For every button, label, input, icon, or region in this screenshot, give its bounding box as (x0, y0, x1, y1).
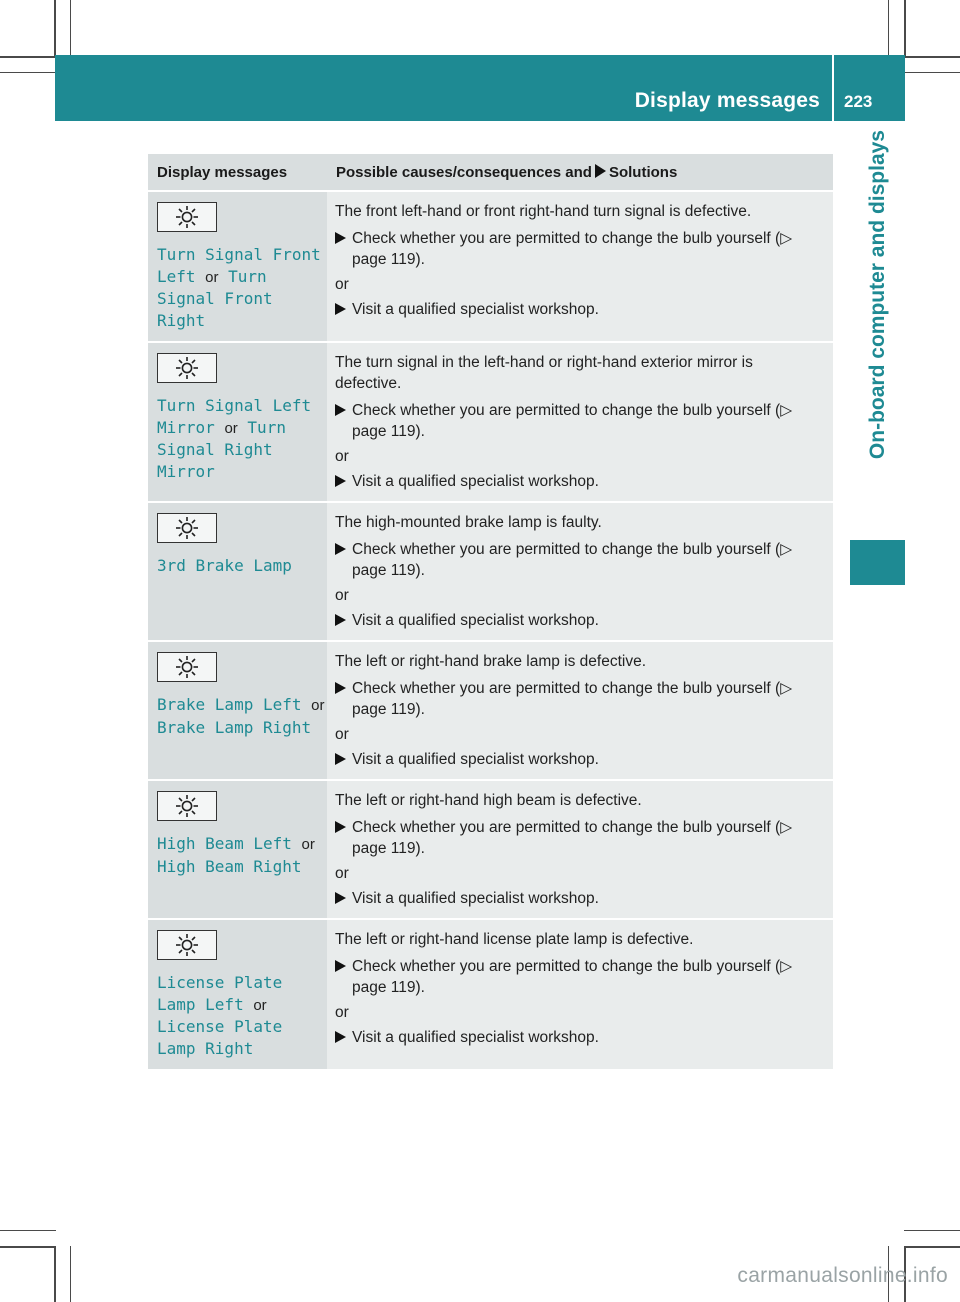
display-messages-table (148, 154, 833, 1071)
message-or: or (224, 419, 238, 437)
column-header-solutions (327, 154, 833, 191)
message-or: or (253, 996, 267, 1014)
step-text: Visit a qualified specialist workshop. (352, 301, 599, 318)
display-message-text (157, 555, 327, 578)
arrow-right-icon (335, 614, 346, 626)
display-message-text (157, 972, 327, 1059)
step-text: Check whether you are permitted to change the bulb yourself (▷ page 119). (352, 958, 793, 996)
message-cell (148, 919, 327, 1070)
message-or: or (311, 697, 325, 714)
table-header-row (148, 154, 833, 191)
solution-step (335, 400, 821, 442)
display-message-text (157, 244, 327, 331)
step-text: Visit a qualified specialist workshop. (352, 1029, 599, 1046)
header-divider (832, 55, 834, 121)
arrow-right-icon (335, 303, 346, 315)
step-text: Check whether you are permitted to change the bulb yourself (▷ page 119). (352, 680, 793, 718)
solution-cell (327, 342, 833, 502)
column-header-solutions-text: Possible causes/consequences and (336, 163, 592, 181)
page-header (55, 55, 905, 121)
message-or: or (301, 836, 315, 853)
solution-step (335, 749, 821, 770)
solution-cell (327, 191, 833, 342)
table-row (148, 780, 833, 919)
solution-cell (327, 919, 833, 1070)
message-a: Turn Signal Left Mirror (157, 396, 312, 437)
arrow-right-icon (595, 164, 606, 178)
crop-mark (0, 72, 56, 73)
crop-mark (0, 1246, 56, 1248)
message-b: License Plate Lamp Right (157, 1017, 283, 1058)
message-b: Turn Signal Front Right (157, 266, 273, 330)
bulb-icon-glyph (173, 655, 201, 679)
arrow-right-icon (335, 892, 346, 904)
arrow-right-icon (335, 682, 346, 694)
message-b: Brake Lamp Right (157, 717, 312, 737)
solution-step (335, 610, 821, 631)
cause-text: The left or right-hand high beam is defective. (335, 792, 642, 809)
message-cell (148, 191, 327, 342)
bulb-icon (157, 930, 217, 960)
cause-text: The left or right-hand brake lamp is defective. (335, 653, 647, 670)
side-tab-marker (850, 540, 905, 585)
or-text: or (335, 1004, 349, 1021)
bulb-icon-glyph (173, 516, 201, 540)
crop-mark (0, 1230, 56, 1231)
step-text: Visit a qualified specialist workshop. (352, 751, 599, 768)
cause-text: The left or right-hand license plate lamp is defective. (335, 931, 694, 948)
or-text: or (335, 276, 349, 293)
bulb-icon (157, 202, 217, 232)
or-text: or (335, 587, 349, 604)
bulb-icon-glyph (173, 356, 201, 380)
or-text: or (335, 726, 349, 743)
message-or: or (205, 268, 219, 286)
table-row (148, 502, 833, 641)
message-a: High Beam Left (157, 834, 292, 853)
display-message-text (157, 395, 327, 482)
or-text: or (335, 448, 349, 465)
arrow-right-icon (335, 404, 346, 416)
or-text: or (335, 865, 349, 882)
bulb-icon-glyph (173, 205, 201, 229)
display-message-text (157, 833, 327, 877)
message-a: License Plate Lamp Left (157, 973, 283, 1014)
step-text: Check whether you are permitted to change the bulb yourself (▷ page 119). (352, 819, 793, 857)
bulb-icon-glyph (173, 794, 201, 818)
message-a: 3rd Brake Lamp (157, 556, 292, 575)
arrow-right-icon (335, 821, 346, 833)
column-header-solutions-suffix: Solutions (608, 163, 678, 181)
crop-mark (54, 0, 56, 56)
table-row (148, 342, 833, 502)
cause-text: The turn signal in the left-hand or right-hand exterior mirror is defective. (335, 354, 753, 392)
table-row (148, 191, 833, 342)
message-a: Turn Signal Front Left (157, 245, 321, 286)
crop-mark (70, 1246, 71, 1302)
crop-mark (888, 0, 889, 56)
page-number: 223 (844, 92, 873, 111)
message-b: High Beam Right (157, 856, 302, 876)
step-text: Visit a qualified specialist workshop. (352, 473, 599, 490)
step-text: Check whether you are permitted to change the bulb yourself (▷ page 119). (352, 230, 793, 268)
message-a: Brake Lamp Left (157, 695, 302, 714)
solution-step (335, 1027, 821, 1048)
solution-cell (327, 641, 833, 780)
page-title: Display messages (634, 89, 820, 112)
step-text: Visit a qualified specialist workshop. (352, 890, 599, 907)
message-cell (148, 502, 327, 641)
message-cell (148, 780, 327, 919)
arrow-right-icon (335, 475, 346, 487)
step-text: Check whether you are permitted to change the bulb yourself (▷ page 119). (352, 402, 793, 440)
bulb-icon (157, 353, 217, 383)
crop-mark (0, 56, 58, 58)
crop-mark (904, 72, 960, 73)
solution-cell (327, 502, 833, 641)
table-row (148, 919, 833, 1070)
solution-step (335, 539, 821, 581)
arrow-right-icon (335, 1031, 346, 1043)
bulb-icon (157, 513, 217, 543)
crop-mark (904, 1246, 960, 1248)
step-text: Check whether you are permitted to change the bulb yourself (▷ page 119). (352, 541, 793, 579)
message-cell (148, 641, 327, 780)
solution-step (335, 471, 821, 492)
cause-text: The front left-hand or front right-hand turn signal is defective. (335, 203, 752, 220)
solution-step (335, 228, 821, 270)
message-b: Turn Signal Right Mirror (157, 417, 286, 481)
solution-step (335, 956, 821, 998)
side-tab-label: On-board computer and displays (865, 130, 889, 460)
table-row (148, 641, 833, 780)
cause-text: The high-mounted brake lamp is faulty. (335, 514, 602, 531)
crop-mark (54, 1246, 56, 1302)
arrow-right-icon (335, 543, 346, 555)
watermark: carmanualsonline.info (737, 1264, 948, 1287)
solution-step (335, 299, 821, 320)
bulb-icon (157, 791, 217, 821)
solution-cell (327, 780, 833, 919)
arrow-right-icon (335, 960, 346, 972)
crop-mark (904, 56, 960, 58)
bulb-icon-glyph (173, 933, 201, 957)
step-text: Visit a qualified specialist workshop. (352, 612, 599, 629)
bulb-icon (157, 652, 217, 682)
arrow-right-icon (335, 232, 346, 244)
crop-mark (904, 1230, 960, 1231)
solution-step (335, 817, 821, 859)
solution-step (335, 678, 821, 720)
column-header-messages: Display messages (148, 154, 327, 191)
message-cell (148, 342, 327, 502)
crop-mark (904, 0, 906, 56)
crop-mark (70, 0, 71, 56)
side-tab (850, 130, 905, 530)
solution-step (335, 888, 821, 909)
display-message-text (157, 694, 327, 738)
arrow-right-icon (335, 753, 346, 765)
